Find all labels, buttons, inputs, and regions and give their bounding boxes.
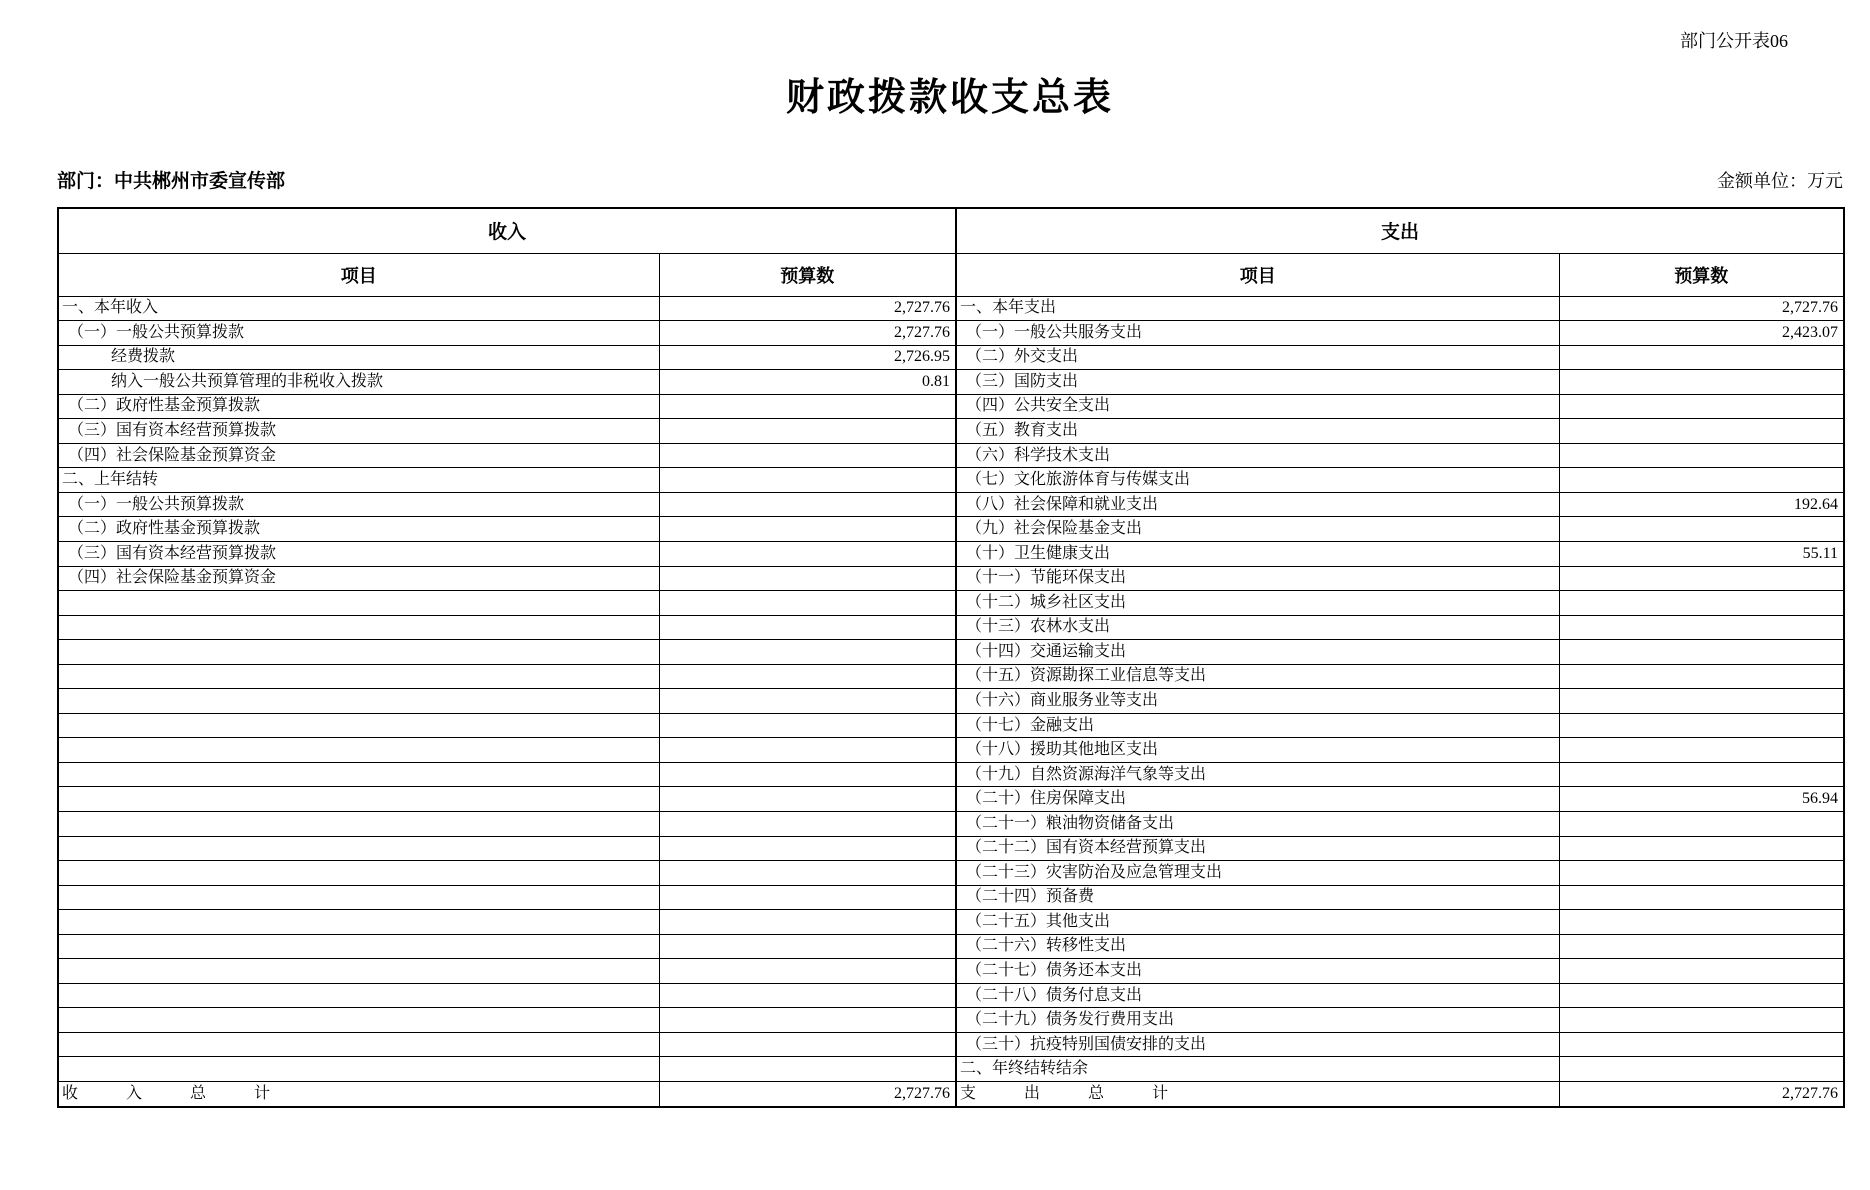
expenditure-item-cell: （十七）金融支出 xyxy=(956,713,1559,738)
expenditure-value-cell xyxy=(1559,959,1844,984)
table-row xyxy=(58,492,1844,517)
expenditure-item-cell: （二十七）债务还本支出 xyxy=(956,959,1559,984)
expenditure-value-cell xyxy=(1559,443,1844,468)
table-row xyxy=(58,296,1844,321)
page-title: 财政拨款收支总表 xyxy=(785,77,1114,119)
expenditure-value-cell xyxy=(1559,910,1844,935)
expenditure-item-cell: （二十八）债务付息支出 xyxy=(956,983,1559,1008)
expenditure-value-cell xyxy=(1559,1057,1844,1082)
revenue-item-cell: （一）一般公共预算拨款 xyxy=(58,321,659,346)
column-header-row xyxy=(58,253,1844,296)
expenditure-item-cell: （十九）自然资源海洋气象等支出 xyxy=(956,762,1559,787)
expenditure-item-cell: （十二）城乡社区支出 xyxy=(956,591,1559,616)
revenue-value-cell xyxy=(659,443,956,468)
revenue-item-cell xyxy=(58,983,659,1008)
revenue-section-header: 收入 xyxy=(58,208,956,253)
expenditure-value-cell: 2,423.07 xyxy=(1559,321,1844,346)
revenue-item-cell xyxy=(58,689,659,714)
budget-table xyxy=(57,207,1845,1108)
expenditure-item-cell: （二十六）转移性支出 xyxy=(956,934,1559,959)
table-row xyxy=(58,394,1844,419)
revenue-item-cell: 收 入 总 计 xyxy=(58,1082,659,1108)
table-row xyxy=(58,443,1844,468)
table-row xyxy=(58,321,1844,346)
expenditure-value-cell xyxy=(1559,762,1844,787)
expenditure-item-cell: （十）卫生健康支出 xyxy=(956,541,1559,566)
revenue-value-cell xyxy=(659,591,956,616)
expenditure-value-cell xyxy=(1559,1008,1844,1033)
expenditure-item-cell: （十四）交通运输支出 xyxy=(956,640,1559,665)
expenditure-value-cell xyxy=(1559,861,1844,886)
revenue-item-cell: （一）一般公共预算拨款 xyxy=(58,492,659,517)
revenue-item-cell: （二）政府性基金预算拨款 xyxy=(58,517,659,542)
revenue-value-cell xyxy=(659,468,956,493)
expenditure-item-cell: （二十三）灾害防治及应急管理支出 xyxy=(956,861,1559,886)
expenditure-value-cell: 192.64 xyxy=(1559,492,1844,517)
expenditure-item-cell: （二十二）国有资本经营预算支出 xyxy=(956,836,1559,861)
expenditure-value-cell xyxy=(1559,566,1844,591)
expenditure-item-cell: （十三）农林水支出 xyxy=(956,615,1559,640)
revenue-value-cell: 2,727.76 xyxy=(659,321,956,346)
table-row xyxy=(58,910,1844,935)
revenue-value-cell xyxy=(659,492,956,517)
revenue-value-cell xyxy=(659,738,956,763)
revenue-value-cell xyxy=(659,419,956,444)
revenue-value-cell xyxy=(659,615,956,640)
expenditure-item-cell: （二十一）粮油物资储备支出 xyxy=(956,811,1559,836)
expenditure-item-header: 项目 xyxy=(956,253,1559,296)
table-row xyxy=(58,517,1844,542)
expenditure-item-cell: （三十）抗疫特别国债安排的支出 xyxy=(956,1032,1559,1057)
expenditure-item-cell: （八）社会保障和就业支出 xyxy=(956,492,1559,517)
unit-label: 金额单位：万元 xyxy=(1717,171,1843,191)
table-row xyxy=(58,370,1844,395)
revenue-item-cell xyxy=(58,1057,659,1082)
revenue-item-cell xyxy=(58,811,659,836)
expenditure-item-cell: （三）国防支出 xyxy=(956,370,1559,395)
expenditure-item-cell: （二十）住房保障支出 xyxy=(956,787,1559,812)
table-row xyxy=(58,1057,1844,1082)
expenditure-value-cell xyxy=(1559,640,1844,665)
revenue-value-cell xyxy=(659,983,956,1008)
table-row xyxy=(58,591,1844,616)
table-row xyxy=(58,738,1844,763)
table-row xyxy=(58,787,1844,812)
table-row xyxy=(58,468,1844,493)
table-row xyxy=(58,762,1844,787)
revenue-item-cell xyxy=(58,1008,659,1033)
revenue-item-cell: （三）国有资本经营预算拨款 xyxy=(58,541,659,566)
expenditure-value-cell xyxy=(1559,664,1844,689)
revenue-item-cell xyxy=(58,664,659,689)
expenditure-value-cell xyxy=(1559,713,1844,738)
revenue-item-cell xyxy=(58,1032,659,1057)
revenue-item-cell xyxy=(58,861,659,886)
revenue-value-cell xyxy=(659,664,956,689)
expenditure-item-cell: （二）外交支出 xyxy=(956,345,1559,370)
table-row xyxy=(58,566,1844,591)
table-row xyxy=(58,836,1844,861)
revenue-value-cell xyxy=(659,910,956,935)
expenditure-item-cell: 支 出 总 计 xyxy=(956,1082,1559,1108)
revenue-value-cell xyxy=(659,566,956,591)
revenue-budget-header: 预算数 xyxy=(659,253,956,296)
revenue-item-cell xyxy=(58,885,659,910)
revenue-item-cell xyxy=(58,713,659,738)
department-label: 部门：中共郴州市委宣传部 xyxy=(57,171,286,192)
table-row xyxy=(58,959,1844,984)
expenditure-value-cell xyxy=(1559,689,1844,714)
expenditure-section-header: 支出 xyxy=(956,208,1844,253)
revenue-value-cell xyxy=(659,517,956,542)
revenue-value-cell xyxy=(659,689,956,714)
section-header-row xyxy=(58,208,1844,253)
table-body xyxy=(58,296,1844,1107)
revenue-value-cell xyxy=(659,541,956,566)
revenue-item-cell: （三）国有资本经营预算拨款 xyxy=(58,419,659,444)
revenue-value-cell xyxy=(659,640,956,665)
expenditure-value-cell xyxy=(1559,836,1844,861)
expenditure-item-cell: （二十四）预备费 xyxy=(956,885,1559,910)
expenditure-item-cell: （四）公共安全支出 xyxy=(956,394,1559,419)
revenue-value-cell xyxy=(659,762,956,787)
expenditure-value-cell xyxy=(1559,345,1844,370)
table-row xyxy=(58,934,1844,959)
expenditure-value-cell xyxy=(1559,394,1844,419)
revenue-value-cell: 2,727.76 xyxy=(659,296,956,321)
revenue-item-cell xyxy=(58,615,659,640)
expenditure-item-cell: （五）教育支出 xyxy=(956,419,1559,444)
expenditure-value-cell xyxy=(1559,419,1844,444)
expenditure-value-cell xyxy=(1559,468,1844,493)
revenue-value-cell xyxy=(659,787,956,812)
expenditure-value-cell xyxy=(1559,885,1844,910)
expenditure-budget-header: 预算数 xyxy=(1559,253,1844,296)
expenditure-value-cell xyxy=(1559,1032,1844,1057)
table-row xyxy=(58,983,1844,1008)
expenditure-item-cell: 二、年终结转结余 xyxy=(956,1057,1559,1082)
revenue-item-cell: （四）社会保险基金预算资金 xyxy=(58,443,659,468)
expenditure-value-cell xyxy=(1559,591,1844,616)
revenue-item-cell: 纳入一般公共预算管理的非税收入拨款 xyxy=(58,370,659,395)
revenue-item-cell xyxy=(58,591,659,616)
revenue-value-cell xyxy=(659,1057,956,1082)
revenue-item-cell: 经费拨款 xyxy=(58,345,659,370)
table-row xyxy=(58,664,1844,689)
revenue-item-cell xyxy=(58,738,659,763)
revenue-value-cell xyxy=(659,1032,956,1057)
table-row xyxy=(58,1008,1844,1033)
doc-number: 部门公开表06 xyxy=(1680,31,1788,51)
revenue-value-cell xyxy=(659,713,956,738)
revenue-item-header: 项目 xyxy=(58,253,659,296)
table-row xyxy=(58,1082,1844,1108)
expenditure-item-cell: （十五）资源勘探工业信息等支出 xyxy=(956,664,1559,689)
expenditure-item-cell: （十一）节能环保支出 xyxy=(956,566,1559,591)
revenue-item-cell xyxy=(58,787,659,812)
table-row xyxy=(58,1032,1844,1057)
expenditure-item-cell: （一）一般公共服务支出 xyxy=(956,321,1559,346)
table-row xyxy=(58,419,1844,444)
expenditure-value-cell: 2,727.76 xyxy=(1559,1082,1844,1108)
revenue-value-cell xyxy=(659,1008,956,1033)
revenue-item-cell xyxy=(58,934,659,959)
expenditure-value-cell: 55.11 xyxy=(1559,541,1844,566)
revenue-value-cell xyxy=(659,861,956,886)
revenue-value-cell: 0.81 xyxy=(659,370,956,395)
table-row xyxy=(58,640,1844,665)
expenditure-value-cell xyxy=(1559,370,1844,395)
revenue-value-cell xyxy=(659,836,956,861)
expenditure-value-cell: 56.94 xyxy=(1559,787,1844,812)
expenditure-value-cell xyxy=(1559,615,1844,640)
revenue-item-cell: 二、上年结转 xyxy=(58,468,659,493)
revenue-item-cell: （二）政府性基金预算拨款 xyxy=(58,394,659,419)
table-row xyxy=(58,861,1844,886)
expenditure-value-cell xyxy=(1559,811,1844,836)
revenue-item-cell xyxy=(58,762,659,787)
revenue-item-cell xyxy=(58,910,659,935)
table-row xyxy=(58,811,1844,836)
revenue-value-cell xyxy=(659,885,956,910)
revenue-value-cell xyxy=(659,934,956,959)
expenditure-item-cell: （二十五）其他支出 xyxy=(956,910,1559,935)
table-row xyxy=(58,689,1844,714)
revenue-item-cell xyxy=(58,640,659,665)
expenditure-item-cell: （二十九）债务发行费用支出 xyxy=(956,1008,1559,1033)
revenue-value-cell xyxy=(659,811,956,836)
expenditure-item-cell: 一、本年支出 xyxy=(956,296,1559,321)
revenue-value-cell xyxy=(659,394,956,419)
meta-row xyxy=(57,166,1843,193)
revenue-item-cell: （四）社会保险基金预算资金 xyxy=(58,566,659,591)
expenditure-item-cell: （七）文化旅游体育与传媒支出 xyxy=(956,468,1559,493)
expenditure-value-cell xyxy=(1559,983,1844,1008)
expenditure-value-cell xyxy=(1559,934,1844,959)
table-row xyxy=(58,345,1844,370)
table-row xyxy=(58,885,1844,910)
table-row xyxy=(58,713,1844,738)
revenue-item-cell: 一、本年收入 xyxy=(58,296,659,321)
expenditure-value-cell xyxy=(1559,738,1844,763)
expenditure-item-cell: （十八）援助其他地区支出 xyxy=(956,738,1559,763)
expenditure-item-cell: （九）社会保险基金支出 xyxy=(956,517,1559,542)
revenue-value-cell: 2,726.95 xyxy=(659,345,956,370)
revenue-value-cell: 2,727.76 xyxy=(659,1082,956,1108)
expenditure-value-cell: 2,727.76 xyxy=(1559,296,1844,321)
revenue-item-cell xyxy=(58,836,659,861)
expenditure-item-cell: （十六）商业服务业等支出 xyxy=(956,689,1559,714)
table-row xyxy=(58,541,1844,566)
revenue-value-cell xyxy=(659,959,956,984)
expenditure-value-cell xyxy=(1559,517,1844,542)
table-row xyxy=(58,615,1844,640)
expenditure-item-cell: （六）科学技术支出 xyxy=(956,443,1559,468)
revenue-item-cell xyxy=(58,959,659,984)
